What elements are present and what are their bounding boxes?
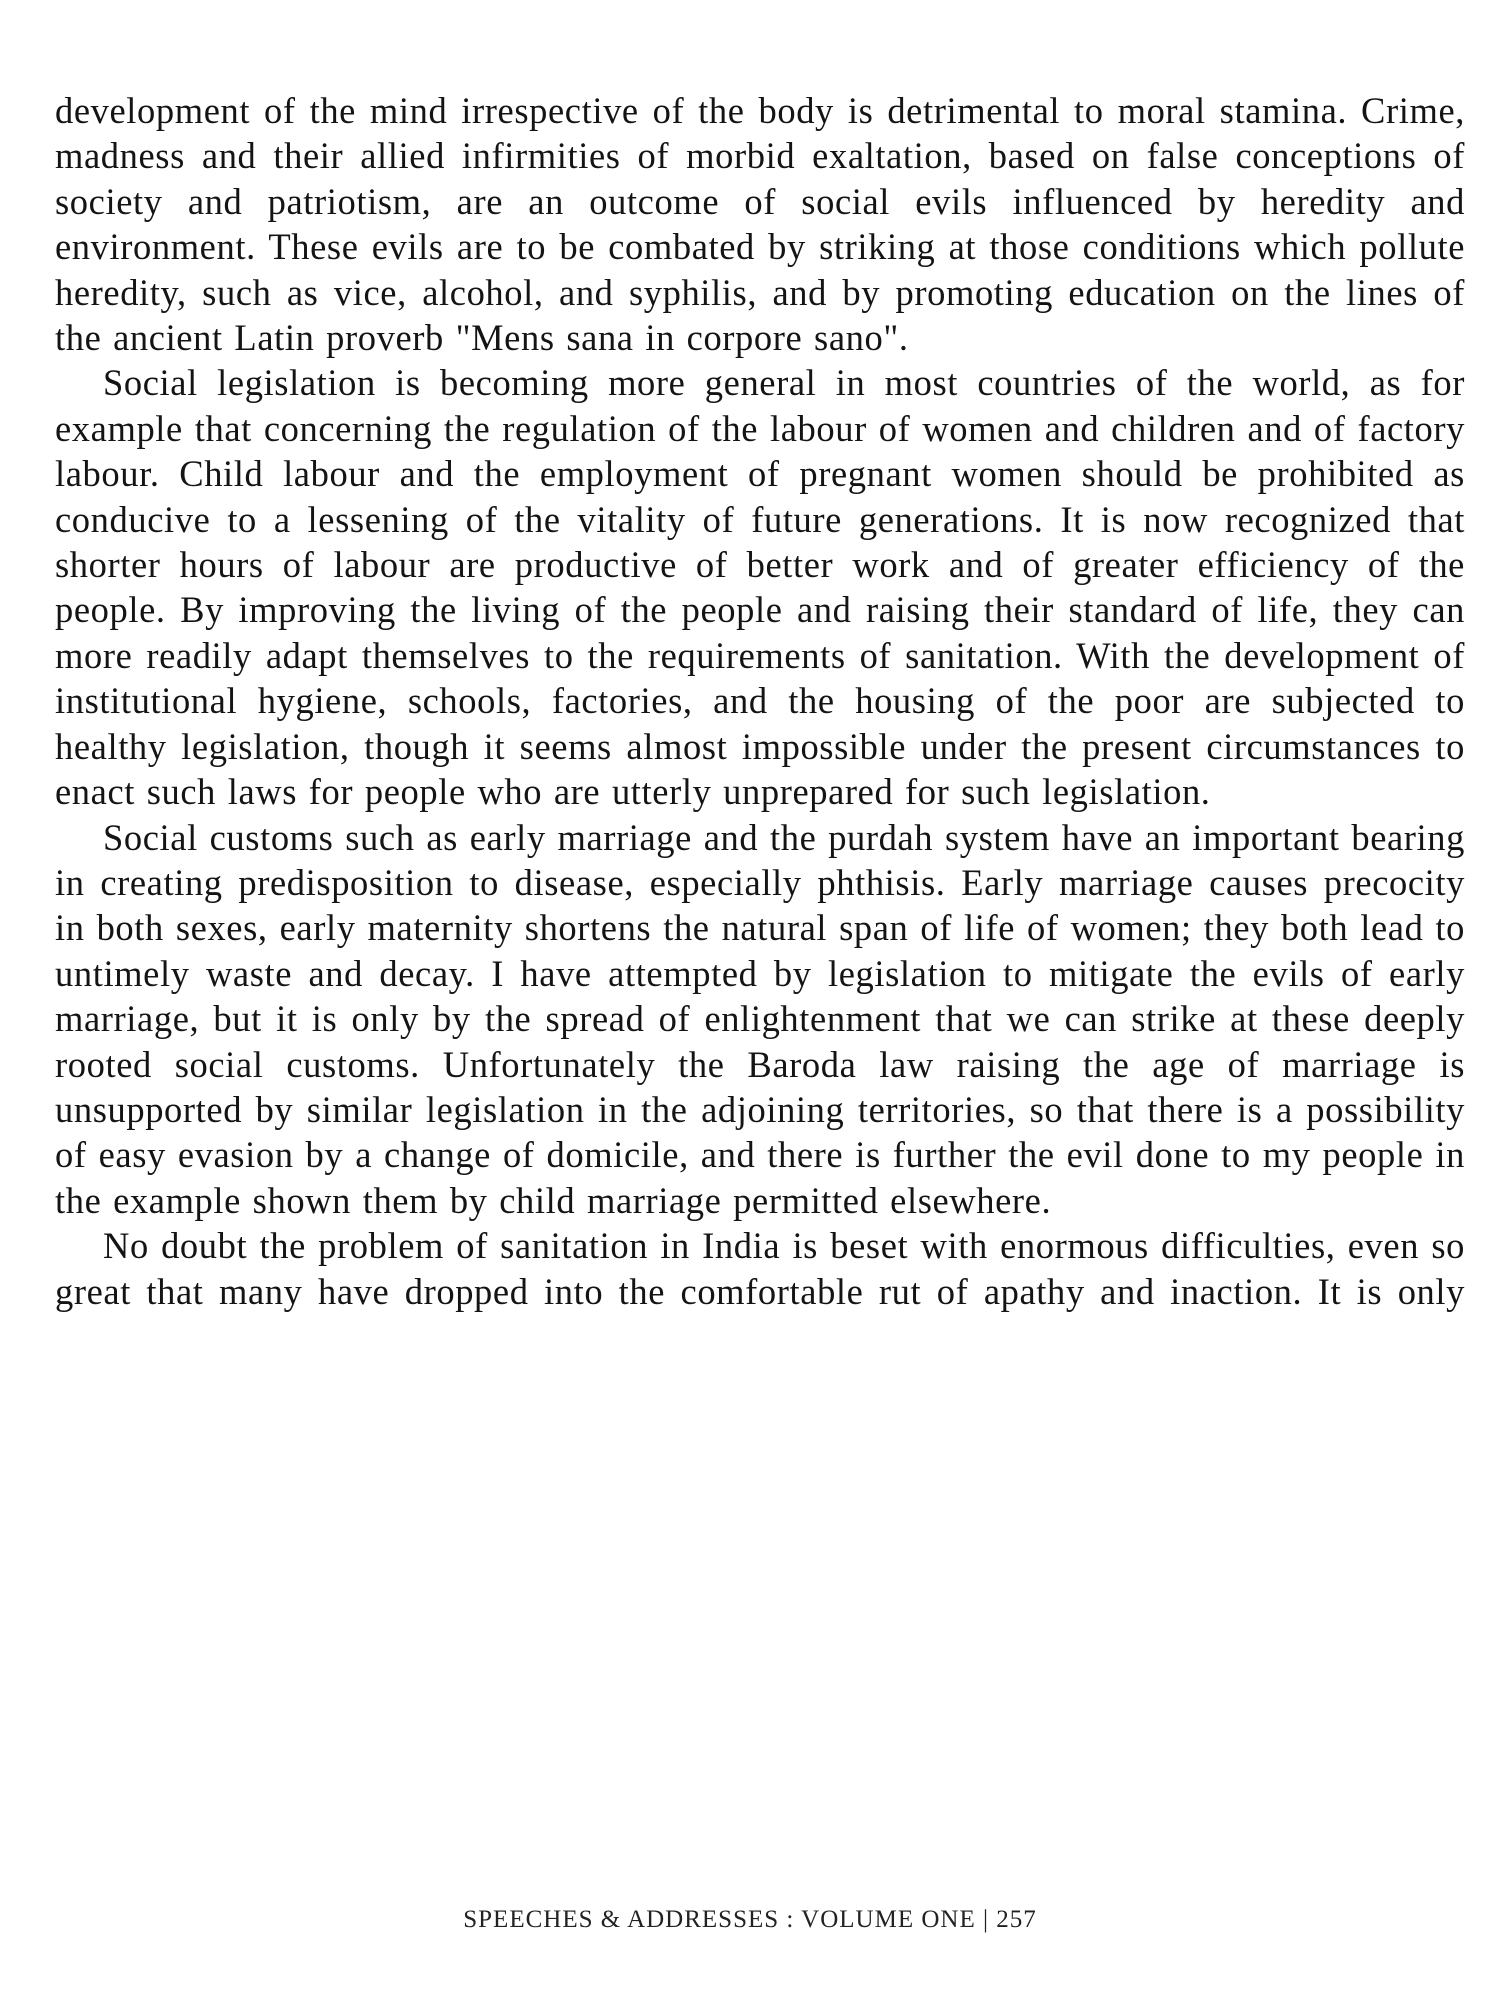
paragraph-4: No doubt the problem of sanitation in India is beset with enormous difficulties, even so great that many have dropped into the comfortable rut of apathy and inaction. It is only <box>55 1225 1465 1312</box>
paragraph-2: Social legislation is becoming more general in most countries of the world, as for example that concerning the regulation of the labour of women and children and of factory labour. Child labour and the employment of pregnant women should be prohibited as conducive to a lessening of the vitality of future generations. It is now recognized that shorter hours of labour are productive of better work and of greater efficiency of the people. By improving the living of the people and raising their standard of life, they can more readily adapt themselves to the requirements of sanitation. With the development of institutional hygiene, schools, factories, and the housing of the poor are subjected to healthy legislation, though it seems almost impossible under the present circumstances to enact such laws for people who are utterly unprepared for such legislation. <box>55 362 1465 813</box>
paragraph-1: development of the mind irrespective of the body is detrimental to moral stamina. Crime, madness and their allied infirmities of morbid exaltation, based on false conceptions of society and patriotism, are an outcome of social evils influenced by heredity and environment. These evils are to be combated by striking at those conditions which pollute heredity, such as vice, alcohol, and syphilis, and by promoting education on the lines of the ancient Latin proverb "Mens sana in corpore sano". <box>55 90 1465 359</box>
page-footer: SPEECHES & ADDRESSES : VOLUME ONE | 257 <box>463 1906 1037 1933</box>
page-body <box>55 88 1465 1888</box>
paragraph-3: Social customs such as early marriage and the purdah system have an important bearing in creating predisposition to disease, especially phthisis. Early marriage causes precocity in both sexes, early maternity shortens the natural span of life of women; they both lead to untimely waste and decay. I have attempted by legislation to mitigate the evils of early marriage, but it is only by the spread of enlightenment that we can strike at these deeply rooted social customs. Unfortunately the Baroda law raising the age of marriage is unsupported by similar legislation in the adjoining territories, so that there is a possibility of easy evasion by a change of domicile, and there is further the evil done to my people in the example shown them by child marriage permitted elsewhere. <box>55 816 1465 1221</box>
